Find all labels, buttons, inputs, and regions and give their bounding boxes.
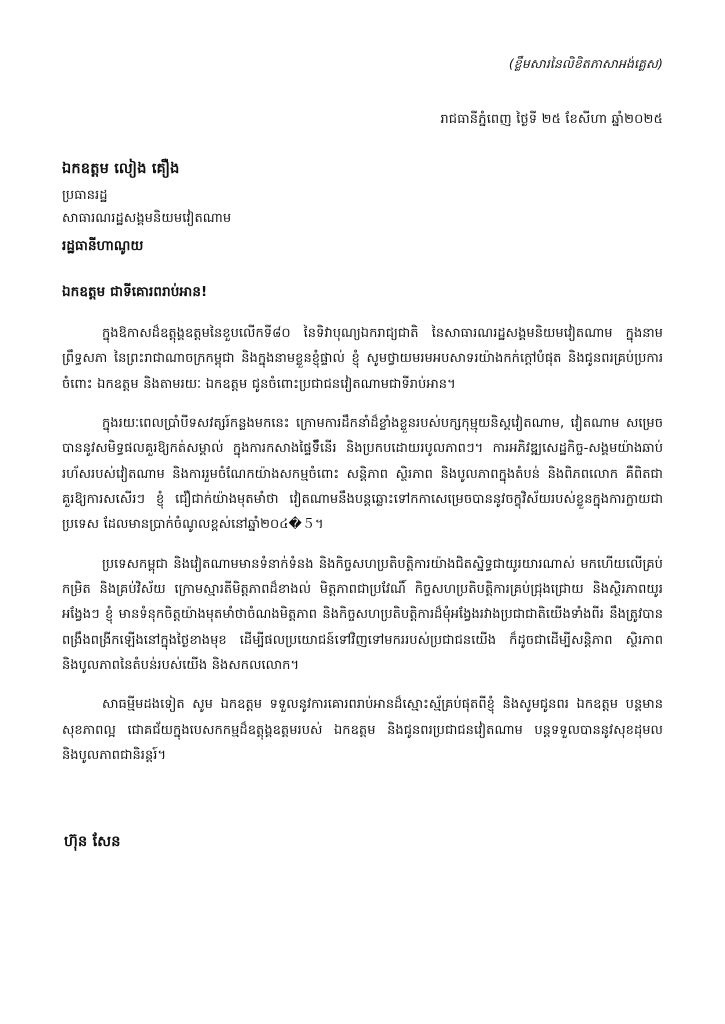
recipient-block — [62, 160, 663, 257]
signer-name: ហ៊ុន សែន — [64, 833, 121, 850]
body-paragraph-2: ក្នុងរយៈពេលប្រាំបីទសវត្សរ៍កន្លងមកនេះ ក្រោមការដឹកនាំដ៏ខ្លាំងខ្លួនរបស់បក្សកុម្មុយនិស្តវៀតណាម, វៀតណាម សម្រេចបាននូវសមិទ្ធផលគួរឱ្យកត់សម្គាល់ ក្នុងការកសាងផ្ទៃទី៏នេីរ និងប្រកបដោយរបូលភាពៗ។ ការអភិវឌ្ឍសេដ្ឋកិច្ច-សង្គមយ៉ាងឆាប់រហ័សរបស់វៀតណាម និងការរួមចំណែកយ៉ាងសកម្មចំពោះ សន្តិភាព ស្ថិរភាព និងបូលភាពក្នុងតំបន់ និងពិភពលោក គឺពិតជាគួរឱ្យការសសើរៗ ខ្ញុំ ជឿជាក់យ៉ាងមុតមាំថា វៀតណាមនឹងបន្តឆ្លោះទៅកកាសេម្រេចបាននូវចក្ខុវិស័យរបស់ខ្លួនក្នុងការក្លាយជាប្រទេស ដែលមានប្រាក់ចំណូលខ្ពស់នៅឆ្នាំ២០៤�５។ — [62, 416, 663, 533]
recipient-organization: សាធារណរដ្ឋសង្គមនិយមវៀតណាម — [62, 211, 232, 226]
place-and-date: រាជធានីភ្នំពេញ ថ្ងៃទី ២៥ ខែសីហា ឆ្នាំ២០២៥ — [440, 112, 663, 127]
body-paragraph-1: ក្នុងឱកាសដ៏ឧត្តុង្គឧត្តមនៃខួបលើកទី៨០ នៃទិវាបុណ្យឯករាជ្យជាតិ នៃសាធារណរដ្ឋសង្គមនិយមវៀតណាម ក្នុងនាមព្រឹទ្ធសភា នៃព្រះរាជាណាចក្រកម្ពុជា និងក្នុងនាមខ្លួនខ្ញុំផ្ទាល់ ខ្ញុំ សូមថ្វាយមរមអបសាទរយ៉ាងកក់ក្ដៅបំផុត និងជូនពរគ្រប់ប្រការចំពោះ ឯកឧត្តម និងតាមរយៈ ឯកឧត្តម ជូនចំពោះប្រជាជនវៀតណាមជាទីរាប់អាន។ — [62, 326, 663, 392]
recipient-role: ប្រធានរដ្ឋ — [62, 188, 108, 203]
header-note: (ខ្លឹមសារនៃលិខិតភាសាអង់គ្លេស) — [508, 56, 663, 71]
body-paragraph-4: សាធម្មីមដងទៀត សូម ឯកឧត្តម ទទួលនូវការគោរពរាប់អានដ៏ស្មោះស្ម័គ្រប់ផុតពីខ្ញុំ និងសូមជូនពរ ឯកឧត្តម បន្តមានសុខភាពល្អ ជោគជ័យក្នុងបេសកកម្មដ៏ឧត្តុង្គឧត្តមរបស់ ឯកឧត្តម និងជូនពរប្រជាជនវៀតណាម បន្តទទួលបាននូវសុខដុមល និងបូលភាពជានិរន្តរ៍។ — [62, 697, 663, 764]
salutation: ឯកឧត្តម ជាទីគោរពរាប់អាន! — [62, 284, 208, 300]
recipient-country: រដ្ឋធានីហាណូយ — [62, 238, 144, 254]
body-paragraph-3: ប្រទេសកម្ពុជា និងវៀតណាមមានទំនាក់ទំនង និងកិច្ចសហប្រតិបត្តិការយ៉ាងជិតស្និទ្ធជាយូរយារណាស់ មកហើយលើគ្រប់កម្រិត និងគ្រប់វិស័យ ក្រោមស្មារតីមិត្តភាពដ៏ខាងល់ មិត្តភាពជាប្រវែណិ៍ កិច្ចសហប្រតិបត្តិការគ្រប់ជ្រុងជ្រោយ និងស្ថិរភាពយូរអង្វែងៗ ខ្ញុំ មានទំនុកចិត្តយ៉ាងមុតមាំថាចំណងមិត្តភាព និងកិច្ចសហប្រតិបត្តិការដ៏មុំអង្វែងរវាងប្រជាជាតិយើងទាំងពីរ នឹងត្រូវបានពង្រឹងពង្រីកឡើងនៅក្នុងថ្ងៃខាងមុខ ដើម្បីផលប្រយោជន៍ទៅវិញទៅមកររបស់ប្រជាជនយើង ក៏ដូចជាដើម្បីសន្តិភាព ស្ថិរភាព និងបូលភាពនៃតំបន់របស់យើង និងសកលលោក។ — [62, 556, 663, 674]
signature-block — [62, 833, 663, 854]
recipient-name: ឯកឧត្តម លៀង គឿង — [62, 161, 180, 177]
